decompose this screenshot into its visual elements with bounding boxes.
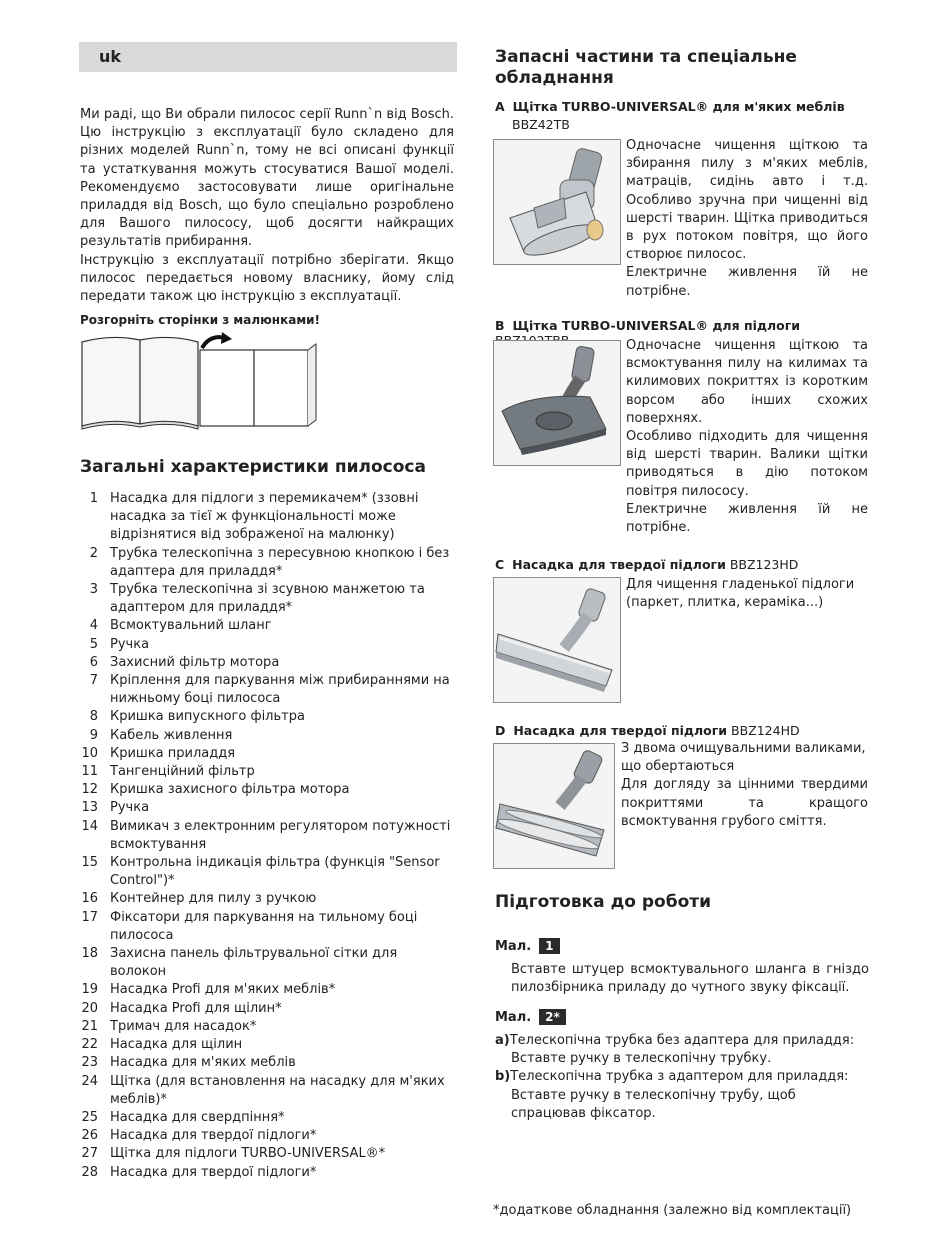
feature-number: 27 — [81, 1146, 98, 1162]
part-b-name: Щітка TURBO-UNIVERSAL® для підлоги — [512, 318, 801, 333]
part-b-desc-1: Одночасне чищення щіткою та всмоктування пилу на килимах та килимових покриттях із коротким ворсом або інших схожих поверхнях. — [626, 338, 868, 426]
turbo-upholstery-brush-icon — [494, 140, 620, 264]
feature-text: Кришка випускного фільтра — [110, 709, 305, 725]
feature-text: Ручка — [110, 800, 150, 816]
part-b-description — [626, 337, 868, 537]
part-c-letter: C — [495, 557, 505, 572]
feature-item — [80, 1000, 456, 1018]
hard-floor-nozzle-c-icon — [494, 578, 620, 702]
feature-item — [80, 1127, 456, 1145]
feature-text: Насадка для м'яких меблів — [110, 1055, 296, 1071]
fold-out-pages-icon — [80, 332, 320, 432]
feature-number: 28 — [81, 1164, 98, 1180]
feature-number: 25 — [81, 1109, 98, 1125]
hard-floor-nozzle-d-image — [493, 743, 615, 869]
feature-number: 6 — [89, 654, 98, 670]
feature-text: Кришка захисного фільтра мотора — [110, 782, 350, 798]
feature-item — [80, 781, 456, 799]
feature-item — [80, 1109, 456, 1127]
features-list — [80, 490, 456, 1182]
feature-text: Насадка для щілин — [110, 1037, 243, 1053]
feature-number: 26 — [81, 1128, 98, 1144]
feature-text: Контейнер для пилу з ручкою — [110, 891, 317, 907]
figure-1-prefix: Мал. — [495, 938, 532, 954]
feature-text: Кришка приладдя — [110, 745, 236, 761]
part-d-code: BBZ124HD — [731, 723, 800, 738]
feature-text: Насадка Profi для щілин* — [110, 1000, 282, 1016]
feature-item — [80, 1018, 456, 1036]
feature-number: 4 — [89, 618, 98, 634]
footnote: *додаткове обладнання (залежно від комплектації) — [493, 1203, 852, 1218]
feature-number: 2 — [89, 545, 98, 561]
feature-item — [80, 890, 456, 908]
language-header-bar — [79, 42, 457, 72]
feature-text: Ручка — [110, 636, 150, 652]
feature-item — [80, 818, 456, 854]
figure-1-step — [511, 961, 869, 997]
feature-number: 11 — [81, 764, 98, 780]
feature-text: Захисний фільтр мотора — [110, 654, 280, 670]
part-a-desc-2: Електричне живлення їй не потрібне. — [626, 265, 868, 299]
part-a-description — [626, 137, 868, 301]
part-d-description — [621, 740, 868, 831]
part-b-desc-2: Особливо підходить для чищення від шерсті тварин. Валики щітки приводяться в дію потоком повітря пилососу. — [626, 429, 868, 499]
part-c-description — [626, 576, 868, 612]
step-a-label: a) — [495, 1033, 510, 1048]
feature-number: 23 — [81, 1055, 98, 1071]
feature-item — [80, 1073, 456, 1109]
step-a-sub: Вставте ручку в телескопічну трубку. — [511, 1051, 772, 1067]
feature-number: 14 — [81, 818, 98, 834]
step-b-label: b) — [495, 1069, 511, 1085]
step-b-sub: Вставте ручку в телескопічну трубу, щоб спрацював фіксатор. — [511, 1087, 796, 1121]
feature-number: 19 — [81, 982, 98, 998]
features-title: Загальні характеристики пилососа — [80, 457, 426, 477]
feature-item — [80, 763, 456, 781]
feature-item — [80, 545, 456, 581]
feature-text: Тангенційний фільтр — [110, 764, 255, 780]
feature-text: Щітка (для встановлення на насадку для м'яких меблів)* — [110, 1073, 445, 1107]
feature-text: Кріплення для паркування між прибираннями на нижньому боці пилососа — [110, 673, 450, 707]
part-c-heading — [495, 557, 869, 572]
figure-1-label — [495, 938, 560, 954]
feature-item — [80, 1036, 456, 1054]
part-d-letter: D — [495, 723, 506, 738]
part-d-desc-2: Для догляду за цінними твердими покриттями та кращого всмоктування грубого сміття. — [621, 777, 868, 829]
feature-text: Насадка для твердої підлоги* — [110, 1128, 317, 1144]
feature-text: Трубка телескопічна зі зсувною манжетою та адаптером для приладдя* — [110, 582, 425, 616]
part-d-desc-1: З двома очищувальними валиками, що обертаються — [621, 741, 866, 775]
turbo-floor-brush-icon — [494, 341, 620, 465]
feature-number: 15 — [81, 855, 98, 871]
feature-text: Щітка для підлоги TURBO-UNIVERSAL®* — [110, 1146, 386, 1162]
feature-number: 24 — [81, 1073, 98, 1089]
feature-text: Насадка Profi для м'яких меблів* — [110, 982, 336, 998]
feature-number: 5 — [89, 636, 98, 652]
feature-text: Всмоктувальний шланг — [110, 618, 272, 634]
figure-2-steps — [495, 1032, 869, 1123]
language-code: uk — [99, 47, 122, 66]
part-c-name: Насадка для твердої підлоги — [512, 557, 726, 572]
step-b-text: Телескопічна трубка з адаптером для приладдя: — [510, 1069, 849, 1085]
feature-number: 7 — [89, 673, 98, 689]
feature-text: Захисна панель фільтрувальної сітки для волокон — [110, 946, 398, 980]
figure-2-badge: 2* — [539, 1009, 566, 1025]
feature-item — [80, 981, 456, 999]
part-d-name: Насадка для твердої підлоги — [513, 723, 728, 738]
feature-item — [80, 581, 456, 617]
feature-number: 16 — [81, 891, 98, 907]
figure-1-text: Вставте штуцер всмоктувального шланга в гніздо пилозбірника приладу до чутного звуку фіксації. — [511, 962, 869, 996]
intro-paragraph-1: Ми раді, що Ви обрали пилосос серії Runn`n від Bosch. Цю інструкцію з експлуатації було складено для різних моделей Runn`n, тому не всі описані функції та устаткування можуть стосуватися Вашої моделі. Рекомендуємо застосовувати лише оригінальне приладдя від Bosch, що було спеціально розроблено для Вашого пилососу, щоб досягти найкращих результатів прибирання. — [80, 107, 454, 250]
feature-text: Тримач для насадок* — [110, 1018, 257, 1034]
feature-number: 21 — [81, 1018, 98, 1034]
feature-number: 18 — [81, 946, 98, 962]
feature-number: 20 — [81, 1000, 98, 1016]
feature-text: Вимикач з електронним регулятором потужності всмоктування — [110, 818, 451, 852]
feature-text: Кабель живлення — [110, 727, 233, 743]
figure-2-label — [495, 1009, 566, 1025]
part-c-desc-1: Для чищення гладенької підлоги (паркет, плитка, кераміка...) — [626, 577, 855, 611]
step-a-text: Телескопічна трубка без адаптера для приладдя: — [509, 1033, 855, 1048]
feature-item — [80, 1054, 456, 1072]
part-d-heading — [495, 723, 869, 738]
part-a-desc-1: Одночасне чищення щіткою та збирання пилу з м'яких меблів, матраців, сидінь авто і т.д. Особливо зручна при чищенні від шерсті тварин. Щітка приводиться в рух потоком повітря, що його створює пилосос. — [626, 138, 868, 263]
feature-item — [80, 799, 456, 817]
hard-floor-nozzle-c-image — [493, 577, 621, 703]
part-a-code: BBZ42TB — [512, 117, 570, 132]
part-c-code: BBZ123HD — [729, 557, 799, 572]
parts-title: Запасні частини та спеціальне обладнання — [495, 47, 797, 88]
feature-number: 22 — [81, 1037, 98, 1053]
feature-text: Фіксатори для паркування на тильному боці пилососа — [110, 909, 418, 943]
feature-text: Насадка для підлоги з перемикачем* (ззовні насадка за тієї ж функціональності може відрізнятися від зображеної на малюнку) — [110, 491, 419, 543]
feature-item — [80, 909, 456, 945]
figure-1-badge: 1 — [539, 938, 559, 954]
feature-item — [80, 708, 456, 726]
intro-text — [80, 106, 454, 306]
feature-number: 1 — [89, 491, 98, 506]
turbo-floor-brush-image — [493, 340, 621, 466]
feature-item — [80, 1145, 456, 1163]
feature-item — [80, 945, 456, 981]
feature-item — [80, 617, 456, 635]
part-a-name: Щітка TURBO-UNIVERSAL® для м'яких меблів — [512, 99, 845, 114]
feature-number: 12 — [81, 782, 98, 798]
feature-item — [80, 745, 456, 763]
intro-paragraph-2: Інструкцію з експлуатації потрібно зберігати. Якщо пилосос передається новому власнику, йому слід передати також цю інструкцію з експлуатації. — [80, 252, 454, 305]
feature-number: 9 — [89, 727, 98, 743]
feature-text: Насадка для твердої підлоги* — [110, 1164, 317, 1180]
hard-floor-nozzle-d-icon — [494, 744, 614, 868]
feature-text: Насадка для свердпіння* — [110, 1109, 285, 1125]
feature-number: 8 — [89, 709, 98, 725]
feature-number: 13 — [81, 800, 98, 816]
feature-text: Трубка телескопічна з пересувною кнопкою і без адаптера для приладдя* — [110, 545, 450, 579]
preparation-title: Підготовка до роботи — [495, 892, 712, 912]
part-a-heading — [495, 99, 869, 114]
part-a-letter: A — [495, 99, 505, 114]
feature-item — [80, 854, 456, 890]
unfold-pages-label: Розгорніть сторінки з малюнками! — [80, 313, 321, 327]
feature-number: 17 — [81, 909, 98, 925]
feature-item — [80, 672, 456, 708]
feature-item — [80, 654, 456, 672]
feature-number: 3 — [89, 582, 98, 598]
figure-2-prefix: Мал. — [495, 1009, 532, 1025]
turbo-upholstery-brush-image — [493, 139, 621, 265]
feature-number: 10 — [81, 745, 98, 761]
feature-item — [80, 490, 456, 545]
feature-item — [80, 1164, 456, 1182]
part-b-letter: B — [495, 318, 505, 333]
feature-text: Контрольна індикація фільтра (функція "Sensor Control")* — [110, 855, 440, 889]
part-b-desc-3: Електричне живлення їй не потрібне. — [626, 501, 868, 536]
feature-item — [80, 636, 456, 654]
feature-item — [80, 727, 456, 745]
